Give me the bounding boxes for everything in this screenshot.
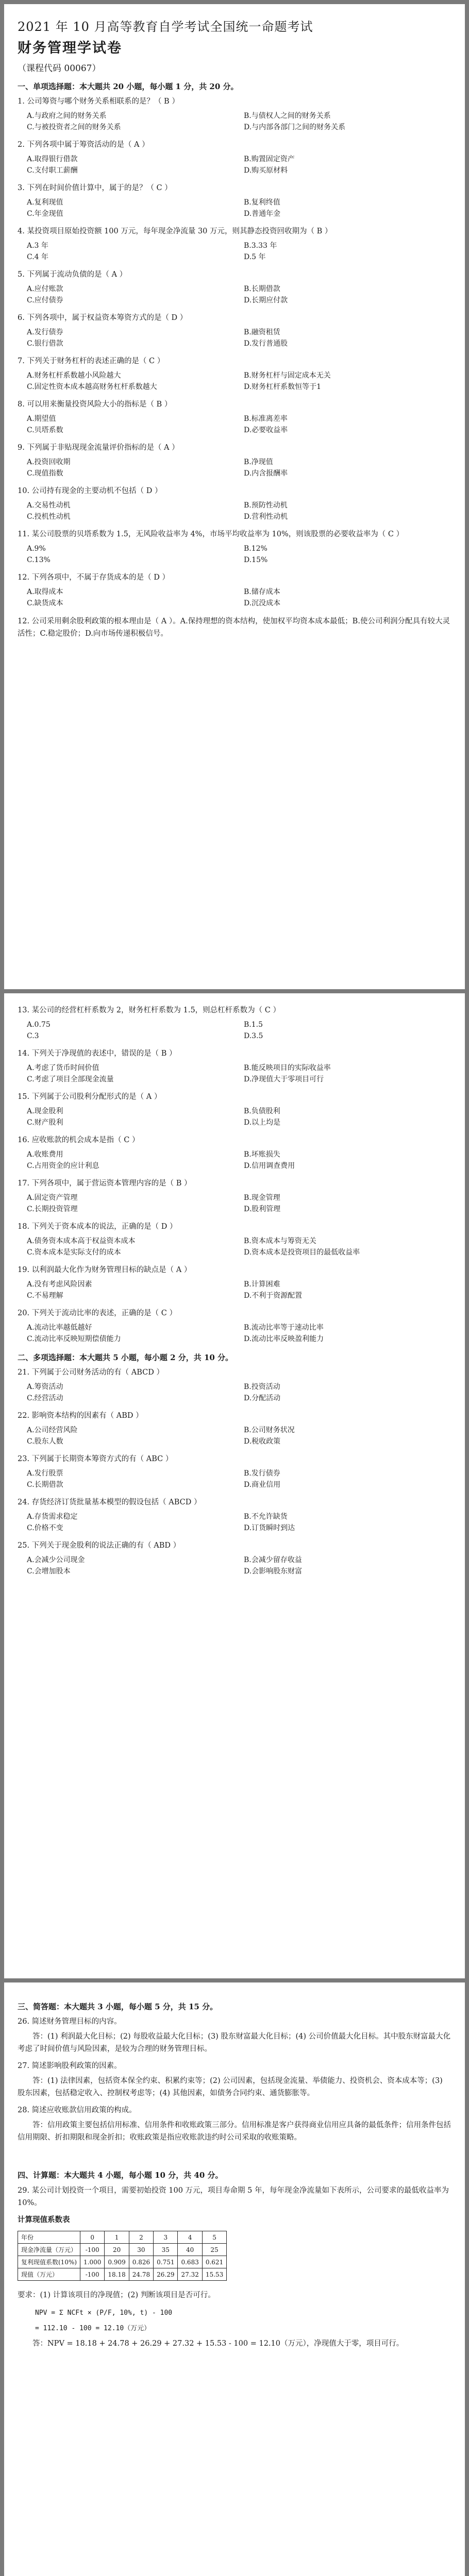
answer-option: D.长期应付款: [244, 296, 288, 304]
table-row: [18, 2268, 227, 2281]
table-cell: 40: [178, 2244, 202, 2256]
question-text: 24. 存货经济订货批量基本模型的假设包括（ ABCD ）: [18, 1498, 202, 1506]
answer-option: D.信用调查费用: [244, 1162, 295, 1170]
answer-option: D.3.5: [244, 1032, 263, 1040]
table-cell: 现金净流量（万元）: [18, 2244, 80, 2256]
answer-option: B.会减少留存收益: [244, 1556, 302, 1564]
question-text: 29. 某公司计划投资一个项目，需要初始投资 100 万元，项目寿命期 5 年，每年现金净流量如下表所示，公司要求的最低收益率为 10%。: [18, 2187, 449, 2207]
answer-option: D.流动比率反映盈利能力: [244, 1335, 324, 1343]
table-cell: 0.751: [154, 2256, 178, 2268]
question-text: 22. 影响资本结构的因素有（ ABD ）: [18, 1412, 143, 1420]
answer-option: D.营利性动机: [244, 513, 288, 521]
option-list: [27, 154, 451, 176]
answer-option: B.储存成本: [244, 588, 280, 596]
question-text: 17. 下列各项中，属于营运资本管理内容的是（ B ）: [18, 1179, 192, 1188]
answer-option: D.沉没成本: [244, 599, 281, 607]
answer-option: C.经营活动: [27, 1394, 63, 1402]
question-text: 27. 简述影响股利政策的因素。: [18, 2062, 122, 2070]
answer-text: 答：信用政策主要包括信用标准、信用条件和收账政策三部分。信用标准是客户获得商业信用应具备的最低条件；信用条件包括信用期限、折扣期限和现金折扣；收账政策是指应收账款违约时公司采取的收账策略。: [18, 2121, 451, 2142]
table-header-cell: 1: [105, 2231, 129, 2244]
answer-option: B.公司财务状况: [244, 1426, 295, 1434]
option-list: [27, 1019, 451, 1042]
answer-option: B.标准离差率: [244, 415, 288, 423]
answer-option: B.能反映项目的实际收益率: [244, 1064, 331, 1072]
option-list: [27, 1381, 451, 1404]
section-heading: 二、多项选择题：本大题共 5 小题，每小题 2 分，共 10 分。: [18, 1353, 233, 1362]
section-heading: 一、单项选择题：本大题共 20 小题，每小题 1 分，共 20 分。: [18, 82, 239, 91]
option-list: [27, 500, 451, 522]
option-list: [27, 283, 451, 306]
question-list: [18, 96, 451, 609]
answer-option: D.股利管理: [244, 1205, 281, 1213]
question-text: 26. 简述财务管理目标的内容。: [18, 2018, 122, 2026]
answer-option: C.长期投资管理: [27, 1205, 78, 1213]
question-text: 5. 下列属于流动负债的是（ A ）: [18, 270, 127, 279]
question-text: 16. 应收账款的机会成本是指（ C ）: [18, 1136, 140, 1144]
course-code: （课程代码 00067）: [18, 63, 101, 74]
answer-option: C.贝塔系数: [27, 426, 63, 434]
table-cell: 30: [129, 2244, 153, 2256]
option-list: [27, 1062, 451, 1085]
question-text: 2. 下列各项中属于筹资活动的是（ A ）: [18, 141, 149, 149]
question-text: 19. 以利润最大化作为财务管理目标的缺点是（ A ）: [18, 1266, 192, 1274]
option-list: [27, 240, 451, 263]
answer-option: D.发行普通股: [244, 340, 288, 348]
table-cell: 1.000: [80, 2256, 105, 2268]
option-list: [27, 1106, 451, 1128]
answer-option: C.投机性动机: [27, 513, 71, 521]
answer-option: A.会减少公司现金: [27, 1556, 85, 1564]
question-text: 7. 下列关于财务杠杆的表述正确的是（ C ）: [18, 357, 165, 365]
table-header-cell: 4: [178, 2231, 202, 2244]
answer-option: C.支付职工薪酬: [27, 166, 78, 175]
answer-option: A.没有考虑风险因素: [27, 1280, 92, 1289]
answer-option: B.12%: [244, 545, 267, 553]
answer-option: D.15%: [244, 556, 268, 564]
option-list: [27, 543, 451, 566]
answer-option: D.5 年: [244, 253, 266, 261]
answer-option: B.复利终值: [244, 198, 280, 207]
answer-option: B.不允许缺货: [244, 1513, 288, 1521]
table-header-cell: 年份: [18, 2231, 80, 2244]
answer-option: B.长期借款: [244, 285, 280, 293]
question-text: 14. 下列关于净现值的表述中，错误的是（ B ）: [18, 1049, 177, 1058]
answer-option: B.融资租赁: [244, 328, 280, 336]
question-text: 4. 某投资项目原始投资额 100 万元，每年现金净流量 30 万元，则其静态投资回收期为（ B ）: [18, 227, 332, 235]
table-header-cell: 3: [154, 2231, 178, 2244]
table-cell: 24.78: [129, 2268, 153, 2281]
answer-option: C.不易理解: [27, 1292, 63, 1300]
answer-option: C.资本成本是实际支付的成本: [27, 1248, 121, 1257]
question-text: 6. 下列各项中，属于权益资本筹资方式的是（ D ）: [18, 314, 188, 322]
answer-option: C.考虑了项目全部现金流量: [27, 1075, 114, 1083]
option-list: [27, 370, 451, 393]
answer-option: B.坏账损失: [244, 1150, 280, 1159]
answer-option: C.长期借款: [27, 1481, 63, 1489]
table-cell: -100: [80, 2268, 105, 2281]
answer-option: B.预防性动机: [244, 501, 288, 510]
answer-option: A.考虑了货币时间价值: [27, 1064, 99, 1072]
option-list: [27, 1468, 451, 1490]
answer-text: 答：(1) 利润最大化目标；(2) 每股收益最大化目标；(3) 股东财富最大化目标；(4) 公司价值最大化目标。其中股东财富最大化考虑了时间价值与风险因素，是较为合理的财务管理目标。: [18, 2032, 451, 2053]
answer-option: D.内含报酬率: [244, 469, 288, 478]
question-text: 8. 可以用来衡量投资风险大小的指标是（ B ）: [18, 400, 172, 409]
answer-option: D.不利于资源配置: [244, 1292, 303, 1300]
option-list: [27, 1425, 451, 1447]
subject-title: 财务管理学试卷: [18, 40, 122, 56]
question-text: 18. 下列关于资本成本的说法，正确的是（ D ）: [18, 1223, 177, 1231]
option-list: [27, 110, 451, 133]
answer-option: D.普通年金: [244, 210, 281, 218]
answer-option: A.存货需求稳定: [27, 1513, 78, 1521]
answer-option: A.取得银行借款: [27, 155, 78, 163]
option-list: [27, 1511, 451, 1534]
table-cell: 27.32: [178, 2268, 202, 2281]
answer-option: C.财产股利: [27, 1118, 63, 1127]
question-list: [18, 1367, 451, 1577]
answer-option: D.财务杠杆系数恒等于1: [244, 383, 322, 391]
exam-page-3: [4, 1982, 465, 2576]
table-header-cell: 5: [202, 2231, 226, 2244]
answer-text: 答：NPV = 18.18 + 24.78 + 26.29 + 27.32 + 15.53 - 100 = 12.10（万元），净现值大于零，项目可行。: [32, 2340, 404, 2348]
question-text: 25. 下列关于现金股利的说法正确的有（ ABD ）: [18, 1541, 181, 1550]
answer-option: A.0.75: [27, 1021, 51, 1029]
answer-option: B.与债权人之间的财务关系: [244, 112, 331, 120]
answer-option: C.流动比率反映短期偿债能力: [27, 1335, 121, 1343]
answer-option: C.会增加股本: [27, 1567, 71, 1575]
option-list: [27, 327, 451, 349]
question-text: 21. 下列属于公司财务活动的有（ ABCD ）: [18, 1368, 164, 1377]
answer-option: B.1.5: [244, 1021, 263, 1029]
answer-option: C.应付债券: [27, 296, 63, 304]
table-cell: 15.53: [202, 2268, 226, 2281]
option-list: [27, 1149, 451, 1172]
table-cell: 0.909: [105, 2256, 129, 2268]
factor-table: [18, 2231, 227, 2281]
answer-option: A.与政府之间的财务关系: [27, 112, 107, 120]
exam-page-1: [4, 4, 465, 989]
option-list: [27, 1279, 451, 1301]
question-list: [18, 1005, 451, 1345]
table-cell: 25: [202, 2244, 226, 2256]
answer-option: A.复利现值: [27, 198, 63, 207]
table-row: [18, 2244, 227, 2256]
answer-option: D.订货瞬时到达: [244, 1524, 295, 1532]
option-list: [27, 413, 451, 436]
answer-option: A.交易性动机: [27, 501, 71, 510]
answer-option: D.净现值大于零项目可行: [244, 1075, 324, 1083]
answer-option: C.缺货成本: [27, 599, 63, 607]
answer-option: B.净现值: [244, 458, 273, 466]
answer-option: D.资本成本是投资项目的最低收益率: [244, 1248, 360, 1257]
answer-option: A.发行股票: [27, 1469, 63, 1478]
question-text: 9. 下列属于非贴现现金流量评价指标的是（ A ）: [18, 444, 179, 452]
table-cell: 20: [105, 2244, 129, 2256]
question-text: 10. 公司持有现金的主要动机不包括（ D ）: [18, 487, 162, 495]
answer-option: C.年金现值: [27, 210, 63, 218]
answer-option: A.财务杠杆系数越小风险越大: [27, 371, 121, 380]
answer-option: D.与内部各部门之间的财务关系: [244, 123, 346, 131]
answer-option: B.资本成本与筹资无关: [244, 1237, 316, 1245]
table-cell: 0.683: [178, 2256, 202, 2268]
option-list: [27, 197, 451, 219]
answer-option: A.固定资产管理: [27, 1194, 78, 1202]
question-text: 3. 下列在时间价值计算中，属于的是？（ C ）: [18, 184, 172, 192]
answer-option: B.3.33 年: [244, 242, 277, 250]
answer-option: C.股东人数: [27, 1437, 63, 1446]
table-cell: -100: [80, 2244, 105, 2256]
answer-option: D.必要收益率: [244, 426, 288, 434]
answer-option: A.投资回收期: [27, 458, 71, 466]
answer-text: 答：(1) 法律因素，包括资本保全约束、积累约束等；(2) 公司因素，包括现金流量、举债能力、投资机会、资本成本等；(3) 股东因素，包括稳定收入、控制权考虑等；(4) 其他因素，如债务合同约束、通货膨胀等。: [18, 2077, 443, 2097]
question-text: 1. 公司筹资与哪个财务关系相联系的是？（ B ）: [18, 97, 179, 106]
answer-option: B.投资活动: [244, 1383, 280, 1391]
table-header-cell: 0: [80, 2231, 105, 2244]
answer-option: A.应付账款: [27, 285, 63, 293]
table-cell: 0.621: [202, 2256, 226, 2268]
answer-option: C.银行借款: [27, 340, 63, 348]
formula-line: NPV = Σ NCFt × (P/F, 10%, t) - 100: [35, 2309, 173, 2317]
answer-option: D.商业信用: [244, 1481, 281, 1489]
answer-option: B.购置固定资产: [244, 155, 295, 163]
table-cell: 26.29: [154, 2268, 178, 2281]
option-list: [27, 586, 451, 609]
answer-option: A.9%: [27, 545, 46, 553]
section-heading: 三、简答题：本大题共 3 小题，每小题 5 分，共 15 分。: [18, 2002, 218, 2011]
answer-option: A.发行债券: [27, 328, 63, 336]
table-row: [18, 2256, 227, 2268]
answer-option: C.3: [27, 1032, 39, 1040]
answer-option: B.财务杠杆与固定成本无关: [244, 371, 331, 380]
answer-option: D.分配活动: [244, 1394, 281, 1402]
table-cell: 35: [154, 2244, 178, 2256]
answer-option: B.计算困难: [244, 1280, 280, 1289]
answer-option: C.4 年: [27, 253, 49, 261]
section-heading: 四、计算题：本大题共 4 小题，每小题 10 分，共 40 分。: [18, 2171, 223, 2180]
exam-title: 2021 年 10 月高等教育自学考试全国统一命题考试: [18, 20, 313, 34]
table-cell: 0.826: [129, 2256, 153, 2268]
answer-option: A.流动比率越低越好: [27, 1324, 92, 1332]
answer-option: C.13%: [27, 556, 51, 564]
answer-option: C.占用资金的应计利息: [27, 1162, 99, 1170]
answer-option: D.购买原材料: [244, 166, 288, 175]
option-list: [27, 1554, 451, 1577]
formula-line: = 112.10 - 100 = 12.10（万元）: [35, 2325, 151, 2332]
option-list: [27, 1235, 451, 1258]
answer-option: B.现金管理: [244, 1194, 280, 1202]
question-text: 13. 某公司的经营杠杆系数为 2，财务杠杆系数为 1.5，则总杠杆系数为（ C ）: [18, 1006, 280, 1014]
question-text: 11. 某公司股票的贝塔系数为 1.5，无风险收益率为 4%，市场平均收益率为 10%，则该股票的必要收益率为（ C ）: [18, 530, 404, 538]
answer-option: A.取得成本: [27, 588, 63, 596]
question-text: 28. 简述应收账款信用政策的构成。: [18, 2106, 137, 2114]
answer-option: D.会影响股东财富: [244, 1567, 303, 1575]
question-text: 15. 下列属于公司股利分配形式的是（ A ）: [18, 1093, 162, 1101]
exam-page-2: [4, 993, 465, 1978]
table-cell: 现值（万元）: [18, 2268, 80, 2281]
answer-option: A.债务资本成本高于权益资本成本: [27, 1237, 136, 1245]
table-cell: 复利现值系数(10%): [18, 2256, 80, 2268]
option-list: [27, 456, 451, 479]
answer-option: B.发行债券: [244, 1469, 280, 1478]
answer-option: B.负债股利: [244, 1107, 280, 1115]
table-caption: 计算现值系数表: [18, 2215, 70, 2224]
answer-option: C.现值指数: [27, 469, 63, 478]
answer-option: A.3 年: [27, 242, 48, 250]
answer-option: A.公司经营风险: [27, 1426, 78, 1434]
question-text: 12. 下列各项中，不属于存货成本的是（ D ）: [18, 573, 170, 582]
option-list: [27, 1192, 451, 1215]
answer-option: C.固定性资本成本越高财务杠杆系数越大: [27, 383, 157, 391]
answer-option: D.税收政策: [244, 1437, 281, 1446]
question-requirement: 要求：(1) 计算该项目的净现值；(2) 判断该项目是否可行。: [18, 2291, 215, 2299]
answer-option: A.收账费用: [27, 1150, 63, 1159]
answer-option: D.以上均是: [244, 1118, 281, 1127]
table-cell: 18.18: [105, 2268, 129, 2281]
table-header-cell: 2: [129, 2231, 153, 2244]
question-text: 20. 下列关于流动比率的表述，正确的是（ C ）: [18, 1309, 177, 1317]
question-text: 23. 下列属于长期资本筹资方式的有（ ABC ）: [18, 1455, 173, 1463]
answer-option: C.与被投资者之间的财务关系: [27, 123, 121, 131]
answer-option: A.现金股利: [27, 1107, 63, 1115]
answer-option: B.流动比率等于速动比率: [244, 1324, 324, 1332]
answer-option: A.筹资活动: [27, 1383, 63, 1391]
answer-option: A.期望值: [27, 415, 56, 423]
answer-option: C.价格不变: [27, 1524, 63, 1532]
question-paragraph: 12. 公司采用剩余股利政策的根本理由是（ A ）。A.保持理想的资本结构，使加权平均资本成本最低；B.使公司利润分配具有较大灵活性；C.稳定股价；D.向市场传递积极信号。: [18, 617, 450, 638]
table-header-row: [18, 2231, 227, 2244]
option-list: [27, 1322, 451, 1345]
